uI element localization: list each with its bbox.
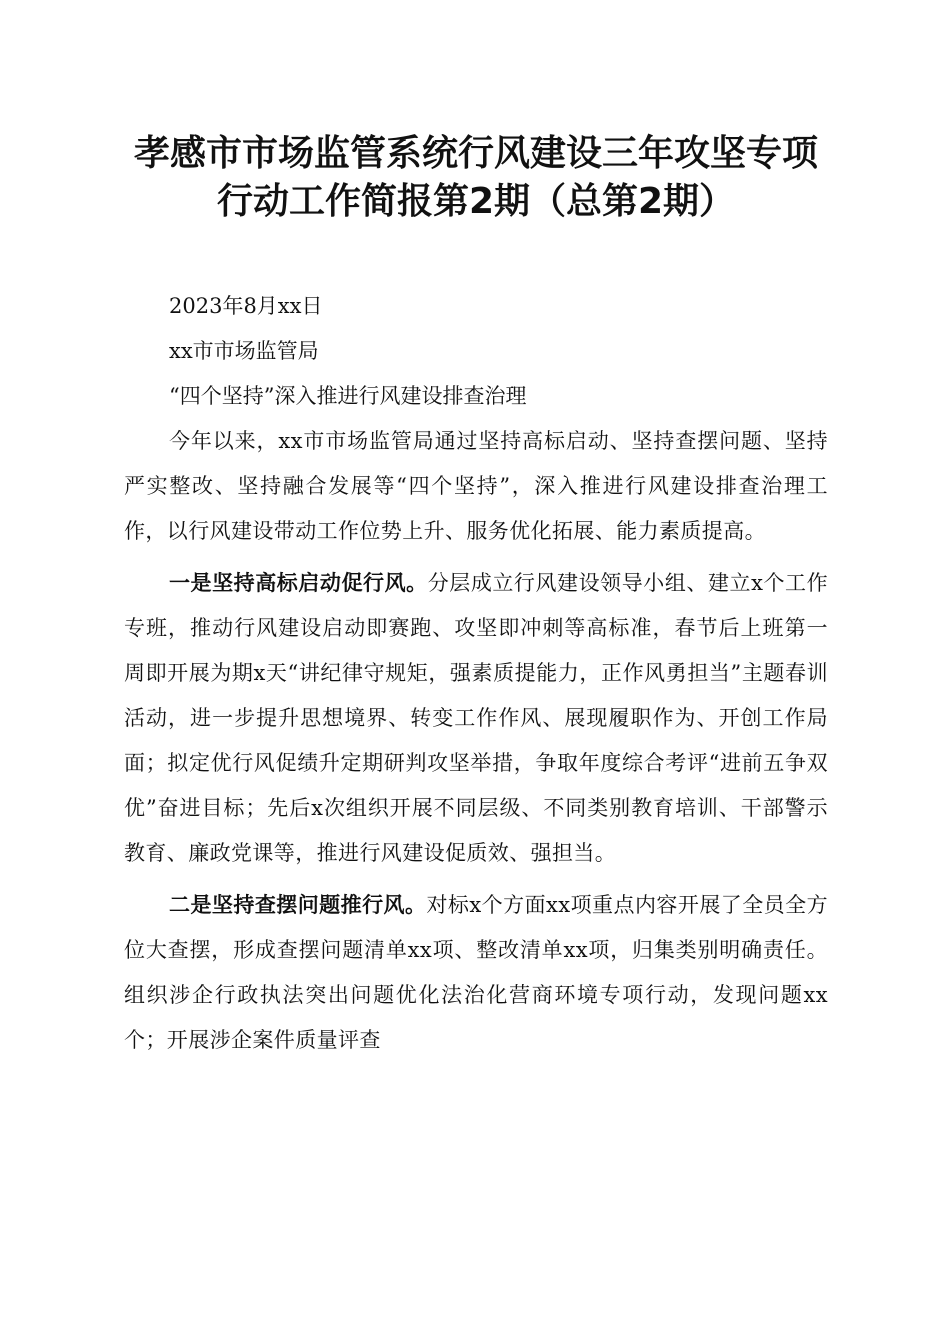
- paragraph-first-point: [124, 561, 828, 876]
- paragraph-lead: 一是坚持高标启动促行风。: [169, 571, 428, 595]
- paragraph-second-point: [124, 883, 828, 1063]
- paragraph-text: 分层成立行风建设领导小组、建立x个工作专班，推动行风建设启动即赛跑、攻坚即冲刺等高标准，春节后上班第一周即开展为期x天“讲纪律守规矩，强素质提能力，正作风勇担当”主题春训活动，进一步提升思想境界、转变工作作风、展现履职作为、开创工作局面；拟定优行风促绩升定期研判攻坚举措，争取年度综合考评“进前五争双优”奋进目标；先后x次组织开展不同层级、不同类别教育培训、干部警示教育、廉政党课等，推进行风建设促质效、强担当。: [124, 571, 828, 865]
- document-issuer: xx市市场监管局: [169, 339, 319, 363]
- paragraph-text: 对标x个方面xx项重点内容开展了全员全方位大查摆，形成查摆问题清单xx项、整改清单xx项，归集类别明确责任。组织涉企行政执法突出问题优化法治化营商环境专项行动，发现问题xx个；开展涉企案件质量评查: [124, 893, 828, 1052]
- document-title: 孝感市市场监管系统行风建设三年攻坚专项行动工作简报第2期（总第2期）: [133, 133, 818, 222]
- paragraph-intro: [124, 419, 828, 554]
- document-date: 2023年8月xx日: [169, 294, 323, 318]
- paragraph-lead: 二是坚持查摆问题推行风。: [169, 893, 427, 917]
- document-subtitle: “四个坚持”深入推进行风建设排查治理: [169, 384, 527, 408]
- paragraph-text: 今年以来，xx市市场监管局通过坚持高标启动、坚持查摆问题、坚持严实整改、坚持融合发展等“四个坚持”，深入推进行风建设排查治理工作，以行风建设带动工作位势上升、服务优化拓展、能力素质提高。: [124, 429, 828, 543]
- document-meta: [124, 284, 828, 419]
- document-page: [124, 130, 828, 1070]
